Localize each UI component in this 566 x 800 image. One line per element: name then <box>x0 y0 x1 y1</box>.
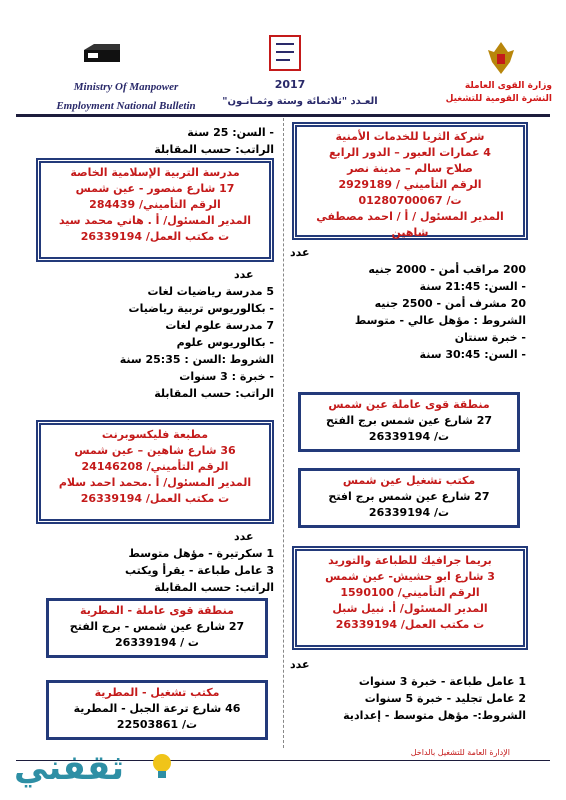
watermark-logo: ثقفني <box>14 748 124 788</box>
company-address: 36 شارع شاهين – عين شمس <box>74 444 236 457</box>
year: 2017 <box>274 78 306 91</box>
manager: المدير المسئول/ أ .محمد احمد سلام <box>58 476 252 489</box>
count-header: عدد <box>290 246 310 259</box>
lightbulb-icon <box>150 752 174 782</box>
job-line: - بكالوريوس علوم <box>176 336 274 349</box>
office-name: منطقة قوى عاملة - المطرية <box>80 604 234 617</box>
job-line: الراتب: حسب المقابلة <box>154 581 274 594</box>
office-address: 27 شارع عين شمس - برج الفتح <box>69 620 245 633</box>
phone: ت مكتب العمل/ 26339194 <box>80 230 230 243</box>
job-line: 2 عامل تجليد - خبرة 5 سنوات <box>364 692 526 705</box>
office-box-ain-shams-area <box>298 392 520 452</box>
company-address: 17 شارع منصور - عين شمس <box>75 182 235 195</box>
job-line: 3 عامل طباعة - يقرأ ويكتب <box>125 564 274 577</box>
office-address: 46 شارع ترعة الجبل - المطرية <box>73 702 241 715</box>
count-header: عدد <box>290 658 310 671</box>
eagle-emblem-icon <box>486 40 516 76</box>
office-phone: ت/ 22503861 <box>116 718 198 731</box>
job-line: 5 مدرسة رياضيات لغات <box>147 285 274 298</box>
company-name: شركة الثريا للخدمات الأمنية <box>335 130 485 143</box>
company-box-flexoprint <box>36 420 274 524</box>
issue-number: العـدد "ثلاثمائة وستة وثمـانـون" <box>222 96 378 107</box>
job-line: الشروط :السن : 25:35 سنة <box>119 353 274 366</box>
job-line: الراتب: حسب المقابلة <box>154 143 274 156</box>
company-address: 4 عمارات العبور – الدور الرابع <box>329 146 491 159</box>
office-box-ain-shams-employment <box>298 468 520 528</box>
insurance-number: الرقم التأميني / 2929189 <box>338 178 482 191</box>
job-line: - السن: 21:45 سنة <box>419 280 526 293</box>
job-line: 20 مشرف أمن - 2500 جنيه <box>374 297 526 310</box>
job-line: - السن: 25 سنة <box>187 126 274 139</box>
company-name: بريما جرافيك للطباعة والتوريد <box>328 554 492 567</box>
office-phone: ت / 26339194 <box>115 636 199 649</box>
job-line: 200 مراقب أمن - 2000 جنيه <box>368 263 526 276</box>
count-header: عدد <box>234 268 254 281</box>
bulletin-logo-icon <box>262 30 308 76</box>
insurance-number: الرقم التأميني/ 24146208 <box>81 460 229 473</box>
job-list-continued <box>34 124 274 158</box>
footer-department: الإدارة العامة للتشغيل بالداخل <box>410 748 510 757</box>
header-divider <box>16 114 550 117</box>
phone: ت/ 01280700067 <box>358 194 462 207</box>
job-line: 1 عامل طباعة - خبرة 3 سنوات <box>358 675 526 688</box>
header-english <box>26 78 226 116</box>
job-line: 1 سكرتيرة - مؤهل متوسط <box>128 547 274 560</box>
office-box-matareya-area <box>46 598 268 658</box>
office-box-matareya-employment <box>46 680 268 740</box>
company-box-thuraya <box>292 122 528 240</box>
job-line: - بكالوريوس تربية رياضيات <box>128 302 274 315</box>
column-divider <box>283 118 285 748</box>
office-name: مكتب تشغيل عين شمس <box>342 474 476 487</box>
job-line: الشروط : مؤهل عالي - متوسط <box>354 314 526 327</box>
phone: ت مكتب العمل/ 26339194 <box>80 492 230 505</box>
office-name: مكتب تشغيل - المطرية <box>94 686 220 699</box>
company-box-islamic-school <box>36 158 274 262</box>
office-phone: ت/ 26339194 <box>368 430 450 443</box>
bulletin-name-en: Employment National Bulletin <box>56 100 196 112</box>
office-phone: ت/ 26339194 <box>368 506 450 519</box>
company-name: مدرسة التربية الإسلامية الخاصة <box>70 166 240 179</box>
ministry-name-en: Ministry Of Manpower <box>73 81 179 93</box>
count-header: عدد <box>234 530 254 543</box>
job-line: - خبرة : 3 سنوات <box>179 370 274 383</box>
job-list-flexoprint <box>34 528 274 596</box>
office-address: 27 شارع عين شمس برج الفتح <box>325 414 493 427</box>
job-line: - السن: 30:45 سنة <box>419 348 526 361</box>
header-arabic <box>432 80 552 106</box>
manager: المدير المسئول/ أ. نبيل شبل <box>332 602 488 615</box>
company-address-2: صلاح سالم – مدينة نصر <box>347 162 473 175</box>
job-list-islamic-school <box>34 266 274 402</box>
manager: المدير المسئول / أ / احمد مصطفي شاهين <box>316 210 504 239</box>
ministry-name-ar: وزارة القوى العاملة <box>464 81 552 91</box>
flag-logo-icon <box>82 42 122 68</box>
phone: ت مكتب العمل/ 26339194 <box>335 618 485 631</box>
company-name: مطبعة فليكسوبرنت <box>101 428 209 441</box>
job-line: الشروط:- مؤهل متوسط - إعدادية <box>343 709 526 722</box>
job-line: - خبرة سنتان <box>454 331 526 344</box>
manager: المدير المسئول/ أ . هاني محمد سيد <box>58 214 252 227</box>
office-address: 27 شارع عين شمس برج افتح <box>328 490 490 503</box>
office-name: منطقة قوى عاملة عين شمس <box>328 398 490 411</box>
job-line: الراتب: حسب المقابلة <box>154 387 274 400</box>
bulletin-name-ar: النشرة القومية للتشغيل <box>445 94 552 104</box>
company-address: 3 شارع ابو حشيش- عين شمس <box>325 570 495 583</box>
job-list-thuraya <box>290 244 526 363</box>
company-box-prima-graphic <box>292 546 528 650</box>
job-line: 7 مدرسة علوم لغات <box>165 319 274 332</box>
job-list-prima <box>290 656 526 724</box>
insurance-number: الرقم التأميني/ 284439 <box>89 198 221 211</box>
insurance-number: الرقم التأميني/ 1590100 <box>340 586 480 599</box>
